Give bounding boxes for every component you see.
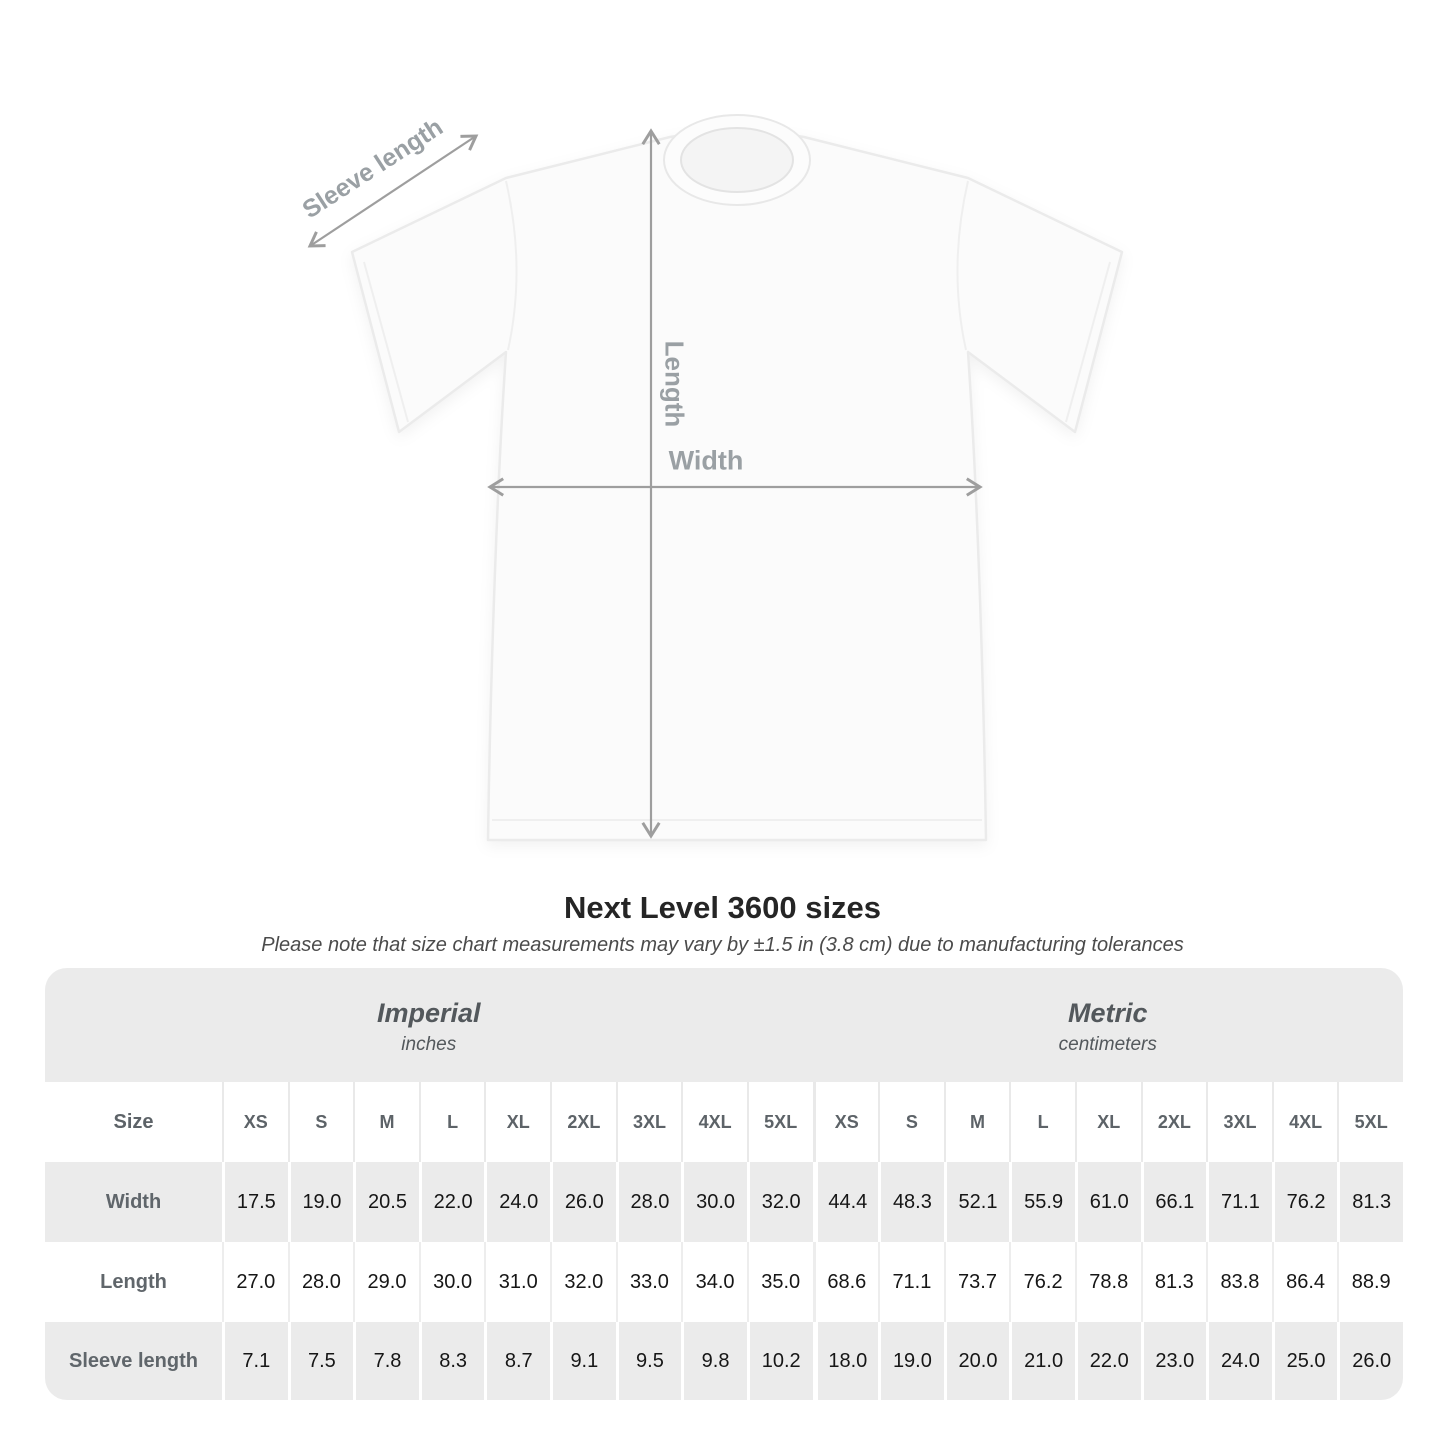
tshirt-body-shape (352, 131, 1122, 840)
value-cell-metric: 76.2 (1272, 1162, 1338, 1242)
length-label: Length (659, 340, 690, 428)
value-cell-imperial: 9.5 (616, 1322, 682, 1400)
size-header-imperial-xl: XL (484, 1082, 550, 1162)
value-cell-imperial: 7.8 (353, 1322, 419, 1400)
unit-group-row (45, 968, 1403, 1082)
metric-group-header (813, 968, 1404, 1082)
size-header-metric-5xl: 5XL (1337, 1082, 1403, 1162)
value-cell-metric: 21.0 (1009, 1322, 1075, 1400)
size-header-imperial-xs: XS (222, 1082, 288, 1162)
metric-label: Metric (1067, 998, 1148, 1028)
value-cell-metric: 55.9 (1009, 1162, 1075, 1242)
value-cell-metric: 71.1 (878, 1242, 944, 1322)
value-cell-metric: 20.0 (944, 1322, 1010, 1400)
value-cell-metric: 81.3 (1141, 1242, 1207, 1322)
size-header-metric-s: S (878, 1082, 944, 1162)
tolerance-note: Please note that size chart measurements may vary by ±1.5 in (3.8 cm) due to manufacturing tolerances (261, 934, 1184, 956)
collar-inner (681, 128, 793, 192)
value-cell-imperial: 30.0 (419, 1242, 485, 1322)
row-label-sleeve-length: Sleeve length (45, 1322, 222, 1400)
value-cell-metric: 22.0 (1075, 1322, 1141, 1400)
measurement-row-sleeve-length (45, 1322, 1403, 1400)
size-header-metric-2xl: 2XL (1141, 1082, 1207, 1162)
value-cell-imperial: 8.7 (484, 1322, 550, 1400)
value-cell-metric: 81.3 (1337, 1162, 1403, 1242)
row-label-length: Length (45, 1242, 222, 1322)
value-cell-imperial: 10.2 (747, 1322, 813, 1400)
value-cell-metric: 68.6 (813, 1242, 879, 1322)
value-cell-imperial: 28.0 (616, 1162, 682, 1242)
value-cell-metric: 66.1 (1141, 1162, 1207, 1242)
value-cell-imperial: 28.0 (288, 1242, 354, 1322)
value-cell-metric: 23.0 (1141, 1322, 1207, 1400)
measurement-row-length (45, 1242, 1403, 1322)
value-cell-metric: 18.0 (813, 1322, 879, 1400)
size-header-metric-xl: XL (1075, 1082, 1141, 1162)
measurement-rows (45, 1162, 1403, 1400)
value-cell-metric: 78.8 (1075, 1242, 1141, 1322)
value-cell-imperial: 7.1 (222, 1322, 288, 1400)
value-cell-metric: 86.4 (1272, 1242, 1338, 1322)
value-cell-imperial: 24.0 (484, 1162, 550, 1242)
value-cell-imperial: 31.0 (484, 1242, 550, 1322)
value-cell-imperial: 30.0 (681, 1162, 747, 1242)
value-cell-metric: 19.0 (878, 1322, 944, 1400)
value-cell-imperial: 9.1 (550, 1322, 616, 1400)
value-cell-imperial: 32.0 (550, 1242, 616, 1322)
value-cell-metric: 52.1 (944, 1162, 1010, 1242)
value-cell-imperial: 20.5 (353, 1162, 419, 1242)
sleeve-length-label: Sleeve length (297, 112, 448, 225)
value-cell-metric: 71.1 (1206, 1162, 1272, 1242)
size-header-metric-m: M (944, 1082, 1010, 1162)
value-cell-metric: 26.0 (1337, 1322, 1403, 1400)
page-title: Next Level 3600 sizes (563, 890, 882, 925)
imperial-unit: inches (401, 1034, 457, 1055)
value-cell-imperial: 22.0 (419, 1162, 485, 1242)
width-label: Width (668, 445, 744, 476)
row-label-width: Width (45, 1162, 222, 1242)
size-header-imperial-s: S (288, 1082, 354, 1162)
size-header-imperial-m: M (353, 1082, 419, 1162)
value-cell-imperial: 27.0 (222, 1242, 288, 1322)
value-cell-metric: 88.9 (1337, 1242, 1403, 1322)
size-header-imperial-4xl: 4XL (681, 1082, 747, 1162)
size-table (45, 968, 1403, 1400)
value-cell-metric: 24.0 (1206, 1322, 1272, 1400)
value-cell-imperial: 17.5 (222, 1162, 288, 1242)
size-header-metric-l: L (1009, 1082, 1075, 1162)
measurement-row-width (45, 1162, 1403, 1242)
imperial-group-header (45, 968, 813, 1082)
value-cell-imperial: 35.0 (747, 1242, 813, 1322)
imperial-label: Imperial (376, 998, 481, 1028)
size-header-imperial-2xl: 2XL (550, 1082, 616, 1162)
value-cell-imperial: 8.3 (419, 1322, 485, 1400)
value-cell-metric: 44.4 (813, 1162, 879, 1242)
value-cell-imperial: 29.0 (353, 1242, 419, 1322)
value-cell-metric: 73.7 (944, 1242, 1010, 1322)
value-cell-imperial: 9.8 (681, 1322, 747, 1400)
value-cell-imperial: 34.0 (681, 1242, 747, 1322)
value-cell-imperial: 32.0 (747, 1162, 813, 1242)
value-cell-imperial: 7.5 (288, 1322, 354, 1400)
size-header-row (45, 1082, 1403, 1162)
size-header-imperial-5xl: 5XL (747, 1082, 813, 1162)
size-header-metric-xs: XS (813, 1082, 879, 1162)
value-cell-imperial: 19.0 (288, 1162, 354, 1242)
size-corner-label: Size (113, 1110, 154, 1133)
size-header-metric-4xl: 4XL (1272, 1082, 1338, 1162)
metric-unit: centimeters (1058, 1034, 1157, 1055)
size-header-imperial-3xl: 3XL (616, 1082, 682, 1162)
value-cell-metric: 48.3 (878, 1162, 944, 1242)
value-cell-metric: 83.8 (1206, 1242, 1272, 1322)
size-header-imperial-l: L (419, 1082, 485, 1162)
value-cell-imperial: 26.0 (550, 1162, 616, 1242)
value-cell-metric: 76.2 (1009, 1242, 1075, 1322)
value-cell-metric: 61.0 (1075, 1162, 1141, 1242)
value-cell-metric: 25.0 (1272, 1322, 1338, 1400)
value-cell-imperial: 33.0 (616, 1242, 682, 1322)
size-header-metric-3xl: 3XL (1206, 1082, 1272, 1162)
